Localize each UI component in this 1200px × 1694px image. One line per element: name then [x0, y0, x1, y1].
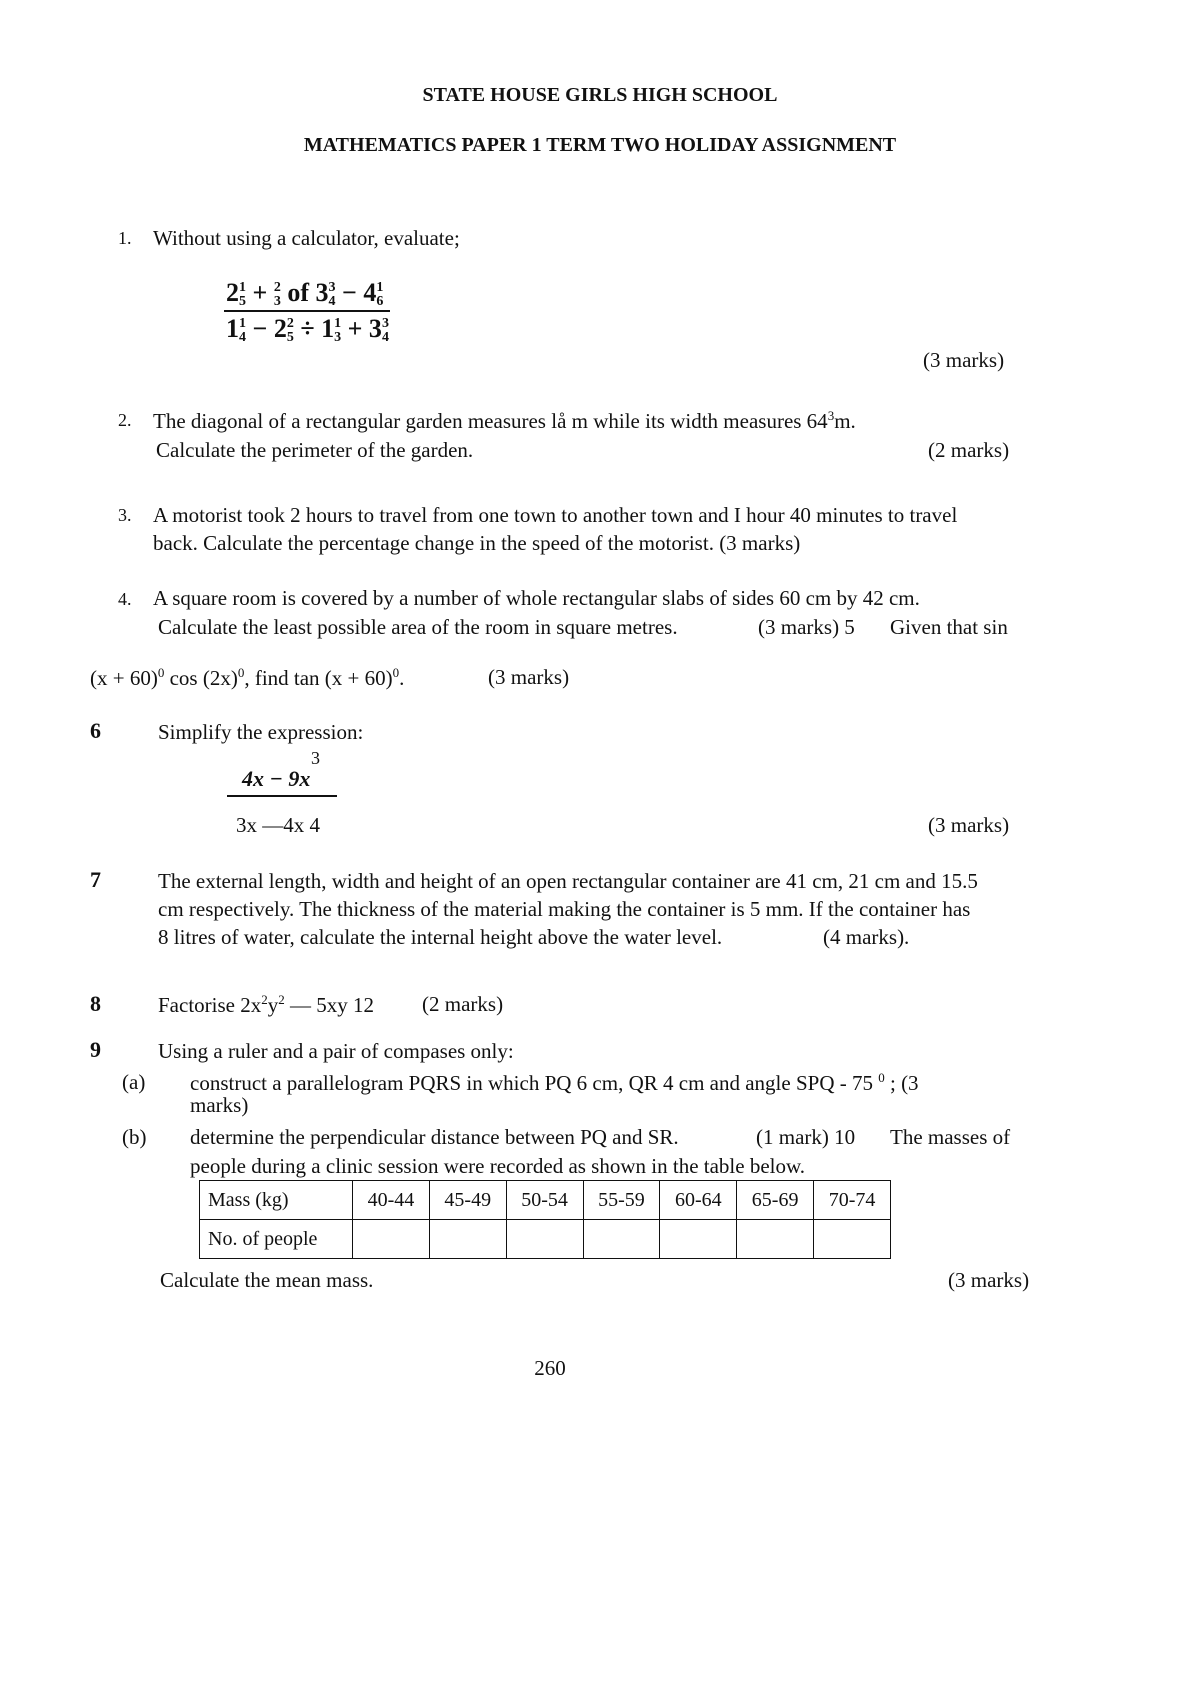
q6-numerator: 4x − 9x	[242, 766, 311, 791]
q1-formula-numerator: 2 1 5 + 2 3 of 3 3 4 − 4 1 6	[226, 278, 384, 310]
q8-marks: (2 marks)	[422, 992, 504, 1016]
q5-start: Given that sin	[890, 615, 1008, 639]
q5-marks: (3 marks)	[488, 665, 570, 689]
q3-line1: A motorist took 2 hours to travel from one town to another town and I hour 40 minutes to travel	[153, 503, 958, 527]
table-row	[200, 1181, 891, 1220]
table-row	[200, 1220, 891, 1259]
page-number: 260	[534, 1356, 566, 1380]
q9b-marks: (1 mark) 10	[756, 1125, 856, 1149]
table-cell: 45-49	[429, 1181, 506, 1220]
q10-start: The masses of	[890, 1125, 1011, 1149]
q9-text: Using a ruler and a pair of compases only:	[158, 1039, 514, 1063]
table-cell	[506, 1220, 583, 1259]
q8-text: Factorise $2x^2y^2$ — 5xy 12	[158, 992, 374, 1017]
table-cell: Mass (kg)	[200, 1181, 353, 1220]
q9a-line2: marks)	[190, 1093, 249, 1117]
q1-text: Without using a calculator, evaluate;	[153, 226, 460, 250]
table-cell: No. of people	[200, 1220, 353, 1259]
q1-fraction-bar	[224, 310, 390, 312]
table-cell: 55-59	[583, 1181, 660, 1220]
q2-line2: Calculate the perimeter of the garden.	[156, 438, 474, 462]
q6-number: 6	[90, 718, 101, 743]
q7-number: 7	[90, 867, 101, 892]
q4-marks: (3 marks) 5	[758, 615, 855, 639]
q8-number: 8	[90, 991, 101, 1016]
q7-line1: The external length, width and height of an open rectangular container are 41 cm, 21 cm and 15.5	[158, 869, 978, 893]
table-cell: 40-44	[353, 1181, 430, 1220]
q10-line2: people during a clinic session were recorded as shown in the table below.	[190, 1154, 806, 1178]
q6-marks: (3 marks)	[928, 813, 1010, 837]
q6-denominator: 3x —4x 4	[236, 813, 320, 837]
table-cell	[737, 1220, 814, 1259]
q10-marks: (3 marks)	[948, 1268, 1030, 1292]
q7-marks: (4 marks).	[823, 925, 910, 949]
q1-marks: (3 marks)	[923, 348, 1005, 372]
q2-line1: The diagonal of a rectangular garden measures lå m while its width measures $64^3m$.	[153, 408, 856, 433]
q1-formula-denominator: 1 1 4 − 2 2 5 ÷ 1 1 3 + 3 3 4	[226, 314, 389, 346]
q4-number: 4.	[118, 589, 132, 609]
q9b-text: determine the perpendicular distance between PQ and SR.	[190, 1125, 679, 1149]
q3-number: 3.	[118, 505, 132, 525]
mass-table	[199, 1180, 891, 1259]
table-cell	[814, 1220, 891, 1259]
q9a-label: (a)	[122, 1070, 146, 1094]
q3-line2: back. Calculate the percentage change in the speed of the motorist. (3 marks)	[153, 531, 801, 555]
table-cell	[660, 1220, 737, 1259]
q7-line3: 8 litres of water, calculate the internal height above the water level.	[158, 925, 723, 949]
table-cell: 50-54	[506, 1181, 583, 1220]
q9a-text: construct a parallelogram PQRS in which PQ 6 cm, QR 4 cm and angle SPQ - 75 $^0$ ; (3	[190, 1070, 919, 1095]
q7-line2: cm respectively. The thickness of the material making the container is 5 mm. If the container has	[158, 897, 971, 921]
q6-fraction-bar	[227, 795, 337, 797]
q10-text: Calculate the mean mass.	[160, 1268, 374, 1292]
q6-exponent: 3	[311, 748, 320, 768]
q6-text: Simplify the expression:	[158, 720, 364, 744]
table-cell: 65-69	[737, 1181, 814, 1220]
q5-line: $(x + 60)^0$ $\cos (2x)^0$, find $\tan (x + 60)^0$.	[90, 665, 405, 690]
q2-marks: (2 marks)	[928, 438, 1010, 462]
q4-line2: Calculate the least possible area of the room in square metres.	[158, 615, 678, 639]
q9b-label: (b)	[122, 1125, 147, 1149]
q4-line1: A square room is covered by a number of whole rectangular slabs of sides 60 cm by 42 cm.	[153, 586, 920, 610]
table-cell: 70-74	[814, 1181, 891, 1220]
school-title: STATE HOUSE GIRLS HIGH SCHOOL	[422, 84, 778, 106]
q2-number: 2.	[118, 410, 132, 430]
table-cell	[583, 1220, 660, 1259]
table-cell	[353, 1220, 430, 1259]
q1-number: 1.	[118, 228, 132, 248]
table-cell	[429, 1220, 506, 1259]
assignment-title: MATHEMATICS PAPER 1 TERM TWO HOLIDAY ASSIGNMENT	[303, 134, 897, 156]
table-cell: 60-64	[660, 1181, 737, 1220]
q9-number: 9	[90, 1037, 101, 1062]
